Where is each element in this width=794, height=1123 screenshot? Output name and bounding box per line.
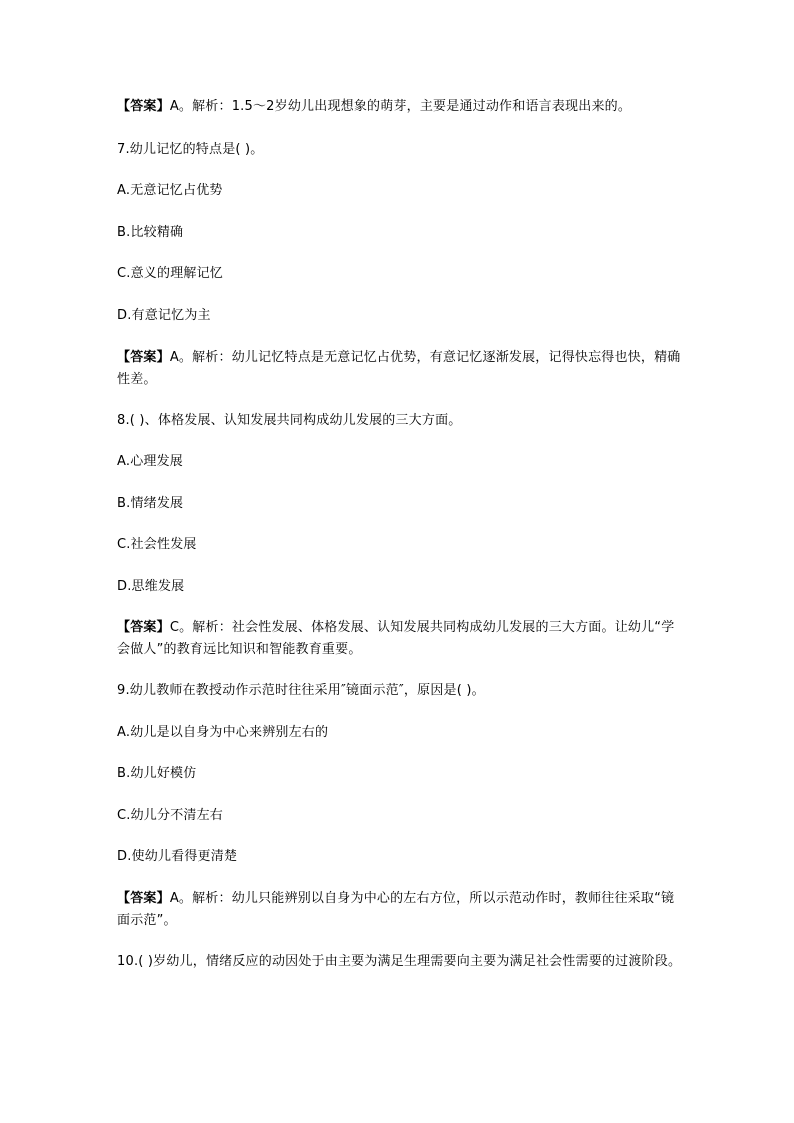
question-9-option-a: A.幼儿是以自身为中心来辨别左右的 (117, 725, 329, 740)
answer-text: A。解析：1.5～2岁幼儿出现想象的萌芽，主要是通过动作和语言表现出来的。 (169, 99, 632, 114)
answer-6 (117, 96, 631, 118)
answer-7 (117, 347, 687, 391)
question-8: 8.( )、体格发展、认知发展共同构成幼儿发展的三大方面。 (117, 413, 462, 428)
answer-text: A。解析：幼儿记忆特点是无意记忆占优势，有意记忆逐渐发展，记得快忘得也快，精确性差。 (117, 350, 681, 387)
answer-text: A。解析：幼儿只能辨别以自身为中心的左右方位，所以示范动作时，教师往往采取“镜面示范”。 (117, 891, 675, 928)
question-7-option-b: B.比较精确 (117, 225, 184, 240)
answer-tag: 【答案】 (117, 350, 170, 365)
question-8-option-d: D.思维发展 (117, 579, 185, 594)
question-9-option-c: C.幼儿分不清左右 (117, 808, 224, 823)
question-9: 9.幼儿教师在教授动作示范时往往采用″镜面示范″，原因是( )。 (117, 683, 485, 698)
question-9-option-b: B.幼儿好模仿 (117, 766, 197, 781)
answer-tag: 【答案】 (117, 99, 170, 114)
question-7-option-d: D.有意记忆为主 (117, 308, 211, 323)
question-10: 10.( )岁幼儿，情绪反应的动因处于由主要为满足生理需要向主要为满足社会性需要的过渡阶段。 (117, 954, 682, 969)
question-7-option-c: C.意义的理解记忆 (117, 266, 224, 281)
answer-8 (117, 617, 687, 661)
question-9-option-d: D.使幼儿看得更清楚 (117, 849, 238, 864)
question-8-option-b: B.情绪发展 (117, 496, 184, 511)
question-7-option-a: A.无意记忆占优势 (117, 183, 223, 198)
question-7: 7.幼儿记忆的特点是( )。 (117, 142, 264, 157)
question-8-option-a: A.心理发展 (117, 454, 183, 469)
answer-tag: 【答案】 (117, 620, 170, 635)
question-8-option-c: C.社会性发展 (117, 537, 197, 552)
answer-text: C。解析：社会性发展、体格发展、认知发展共同构成幼儿发展的三大方面。让幼儿“学会做人”的教育远比知识和智能教育重要。 (117, 620, 675, 657)
answer-9 (117, 888, 687, 932)
answer-tag: 【答案】 (117, 891, 170, 906)
